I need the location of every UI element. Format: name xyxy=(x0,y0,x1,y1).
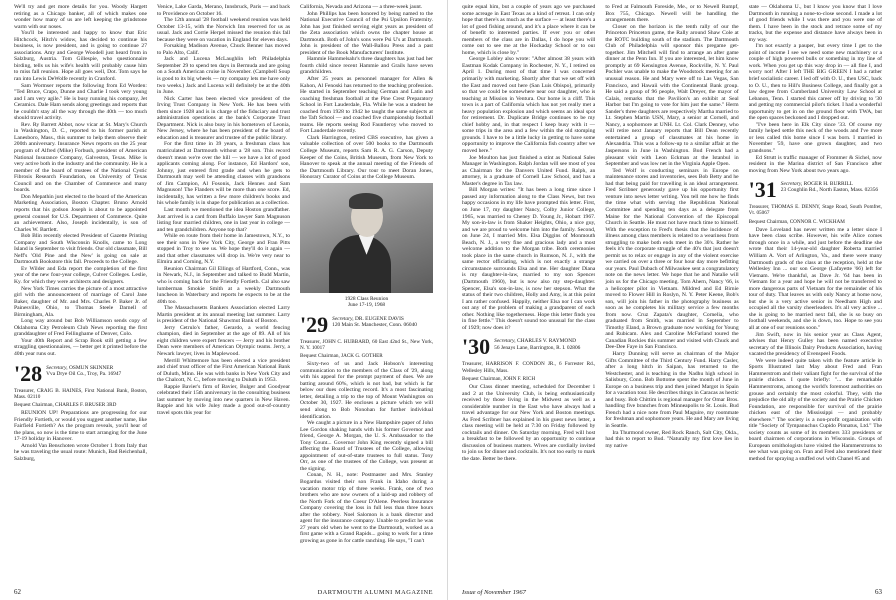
bequest-chairman-line: Bequest Chairman, JOHN F. RICH xyxy=(462,375,536,382)
secretary-name: OSMUN SKINNER xyxy=(69,364,114,371)
secretary-address: 56 Jenays Lane, Barrington, R. I. 02806 xyxy=(494,344,581,351)
paragraph: Arnold Van Benschoten wrote October 1 from Italy that he was traveling the usual route: Munich, Bad Reichenhall, Salzburg, xyxy=(14,442,147,462)
paragraph: Sam Wormser reports the following from Ed Worden: "Ted Bruce, Crapo, Dunne and Charlie I took very young and I am very agile." He is busy running his company, Jet Ceramics. Dale Ham sends along greetings and reports that he couldn't stay all the way through the 40th — too much should travel activity. xyxy=(14,82,147,122)
paragraph: The 12th annual '28 football weekend reunion was held October 13-15, with the Norwich Inn reserved for us as usual. Jack and Corrie Herpel missed the reunion this fall because they were on vacation in England for eleven days. xyxy=(157,17,290,43)
left-footer xyxy=(14,588,433,596)
paragraph: Ed Strutt is traffic manager of Frommer & Sichel, now resident in the Marina district of San Francisco after moving from New York about two years ago. xyxy=(748,154,882,174)
left-column-1 xyxy=(14,4,147,579)
paragraph: You'll be interested and happy to know that Eric Hitchcock, Hitch's widow, has decided to continue his business, is now president, and is going to continue 27 associations. Amy and George Woodell just heard from in Salzburg, Austria. Tom Gillespie, who questionnaire birding, tells us his wife's health will probably cause him to miss fall reunion. Hope all goes well, Dot. Tom says he ran into Lewis DeWolfe recently in Cranford. xyxy=(14,30,147,83)
class-year: '31 xyxy=(748,177,777,203)
secretary-role: Secretary, xyxy=(46,364,68,371)
paragraph: Last month we mentioned the idea Hoston grandfather. Just arrived is a card from Buffalo lawyer Sam Magnuson listing four married children, one in last year in college — and ten grandchildren. Anyone top that? xyxy=(157,206,290,233)
bequest-chairman-line: Bequest Chairman, JACK G. GOTHER xyxy=(300,352,383,359)
left-columns xyxy=(14,4,433,579)
paragraph: Closer on the horizon is the tenth rally of our the Princeton Princeton game, the Rally around Shaw Cole at the ROTC building south of the stadium. The Dartmouth Club of Philadelphia will sponsor this pregame get-together. Jim Mitchell will find to arrange an after game dinner at the Penn Inn. If you are interested, let him know promptly at 69 Kensington Avenue, Rockville, N. Y. Paul Pochler was unable to make the Woodstock meeting for an unusual reason. He and Mary were off to Las Vegas, San Francisco, and Hawaii with the Continental Bank group. He said a group of 96 people, Walt Dreyer, the mayor of Calais, remarks that the Pavilion's an exhibit at Seal Harbor but I'm going to vote for him just the same." Herm Sander's three daughters are respectively Martha married to Lt. Stephen Martin USN, Mary, a senior at Cornell, and Nancy, a sophomore at UNH. Lt. Col. Clark Denney, who will retire next January reports that Bill Dean recently entertained a group of classmates at his home in Alexandria. This was a follow-up to a similar affair at the Jaspersons in June in Washington. Bud French had a pleasant visit with Leon Eckman at the Istanbul in September and was low net in the Virginia Apple Open. xyxy=(605,23,739,168)
class-heading-1931 xyxy=(749,179,882,201)
page-number: 63 xyxy=(875,588,882,596)
class-secretary xyxy=(332,314,417,328)
paragraph: Ted Wolf is conducting seminars in Europe on maintenance stores and inventories, sees Bob Betty and he had that being paid for travelling is an ideal arrangement. Fred Scribner generously gave up his opportunity first venture into news letter writing. You tell me how he finds the time what with serving the Republican National Committee and spending ten days as a delegate from Maine for the National Convention of the Episcopal Church in Seattle. He must not have much time to himself. With the exception to Fred's thesis that the incidence of illness among class members is related to a weariness from struggling to make both ends meet in the 30's. Rather he feels it's the corporate struggle of the 40's that just doesn't permit us to relax or engage in any of the violent exercise we carried on over a three or four hour day more befitting our years. Paul Dubach of Milwaukee sent a congratulatory note on the news letter. We hope that he and Natalie will join us for the Chicago meeting. Tom Ahern, Nancy '66, is a helicopter pilot in Vietnam. Mildred and Ed Birnie moved to Flower Hill in Roslyn, N. Y. Peter Keene, Bob's son, will join his father in the photography business as soon as he completes his military service a few months from now. Cruz Zapata's daughter, Cornelia, who graduated from Smith, was married in September to Timothy Eland, a Brown graduate now working for Young and Rubicam. Alex and Caroline McFarland toured the Canadian Rockies this summer and visited with Chuck and Dee-Dee Faye in San Francisco. xyxy=(605,167,739,351)
paragraph: Our Class dinner meeting, scheduled for December 1 and 2 at the University Club, is being enthusiastically received by those living in the Midwest as well as a considerable number in the East who have always had a travel advantage for our New York and Boston meetings. As Fred Scribner has explained in his guest news letter, a class meeting will be held at 7:30 on Friday followed by cocktails and dinner. On Saturday morning, Fred will host a breakfast to be followed by an opportunity to continue discussion of business matters. Wives are cordially invited to join us for dinner and cocktails. It's not too early to mark the date. Better be there. xyxy=(462,383,596,462)
right-column-2 xyxy=(605,4,738,579)
bequest-chairman-line: Bequest Chairman, CONNOR C. WICKHAM xyxy=(748,218,845,225)
secretary-role: Secretary, xyxy=(494,338,516,345)
class-heading-1928 xyxy=(14,360,147,386)
magazine-title: DARTMOUTH ALUMNI MAGAZINE xyxy=(317,589,433,596)
secretary-name: ROGER H. BURRILL xyxy=(803,181,853,188)
paragraph: George Lobley also wrote: "After almost 38 years with Eastman Kodak Company in Rochester, N. Y., I retired on April 1. During most of that time I was concerned primarily with marketing. Shortly after that we set off with the East and moved out here (San Luis Obispo), primarily so that we could be somewhere near our daughter, who is teaching at Mission in Ventura. Our home is a cliff. This town is a part of California which has not yet really met a heavy population explosion and which seems an ideal spot for retirement. Dr. Duplicate Bridge continues to be my chief hobby and, in that respect I keep busy with it — some trips in the area and a few within the old stomping grounds. I have to be a little lucky in getting to have some opportunity to improve the California fish country after we moved here." xyxy=(462,56,596,155)
paragraph: Hammie Hammelsahr's three daughters has just had her fourth child since recent Hammie and Grails have seven grandchildren. xyxy=(300,56,433,76)
treasurer-line: Treasurer, HARRISON F. CONDON JR., 6 Forrester Rd., Wellesley Hills, Mass. xyxy=(462,361,596,374)
paragraph: to Fred at Falmouth Foreside, Me., or to Newell Rumpf, Box 755, Chicago. Newell will be handling the arrangements there. xyxy=(605,4,739,24)
paragraph: quite equal him, but a couple of years ago we purchased some acreage in East Texas as a kind of retreat. I can only hope that there's as much as the surface — at least there's a lot of good fishing around, and it's a place where it can be of benefit to interested parties. If ever you or other members of the class are in Dallas, I do hope you will come out to see me at the Hockaday School or to our home, which is close by." xyxy=(462,4,596,56)
paragraph: I'm not exactly a pauper, but every time I get to the point of income I see we need some new machinery or a couple of high powered bulls or something in my line of work. When you get up this way drop in — all fine I, and worry not! After I left THE BIG GREEN I had a rather brief socialistic career. I led off with O. U., then USC, back to O. U., then to Hill's Business College, and finally got a law degree from Cumberland University Law School at Lebanon, Tenn. I started this career off by driving to '30 and getting my commercial pilot's ticket. I had a wonderful opportunity to get in on the ground floor with TWA, but the open spaces beckoned and I dropped out. xyxy=(748,43,882,122)
paragraph: Jerry Cetrulo's father, Gerardo, a world fencing champion, died in September at the age of 89. All of his eight children were expert fencers — Jerry and his brother Dean were members of American Olympic teams. Jerry, a Newark lawyer, lives in Maplewood. xyxy=(157,324,290,357)
right-column-1 xyxy=(462,4,595,579)
paragraph: We'll try and get more details for you. Woody Hargett retiring as a Chicago banker, all of which makes one wonder how many of us are left keeping the grindstone warm with our noses. xyxy=(14,4,147,30)
paragraph: Jim Swift, now in his senior year as Class Agent, advises that Henry Gulley has been named executive secretary of the Illinois Dairy Products Association, having vacated the presidency of Evenspeel Foods. xyxy=(748,331,882,358)
paragraph: Reunion Chairman Gil Ellings of Hartford, Conn., was in Newark, N.J., in September and talked to Budd Martin, who is coming back for the Friendly Fortieth. Cal also saw lumberman Smokie Smith at a weekly Dartmouth luncheon in Waterbury and reports he expects to be at the 40th too. xyxy=(157,265,290,305)
paragraph: "I've been here in Elk City since '33. Of course my family helped settle this neck of the woods and I've more or less called this home since I was born. I married in November '59, have one grown daughter, and two grandsons." xyxy=(748,121,882,155)
paragraph: After 25 years as personnel manager for Allen & Kahon, Al Fenoski has returned to the teaching profession. He started in September teaching German and Latin and coaching freshman football at the Pine Crest Preparatory School in Fort Lauderdale, Fla. While he was a student he coached from 1928 to 1942 he taught the same subjects at the Taft School — and coached five championship football teams. He reports seeing Rod Fauntleroy who moved to Fort Lauderdale recently. xyxy=(300,76,433,135)
paragraph: Merrill Whittemore has been elected a vice president and chief trust officer of the First American National Bank of Duluth, Minn. He was with banks in New York City and the Chalcott, N. C., before moving to Duluth in 1953. xyxy=(157,357,290,384)
paragraph: Dave Loveland has never written me a letter since I have been class scribe. However, his wife Alice comes through once in a while, and just before the deadline she wrote that their 14-year-old daughter Roberta married William A. Vort of Arlington, Va., and there were many Dartmouth grads of the class at the reception, held at the Wellesley Inn ... our son George (Lafayette '66) left for Vietnam. We're thankful, as Dave Jr. '64 has been in Vietnam for a year and hope he will not be transferred to more dangerous parts of Vietnam for the remainder of his tour of duty. That leaves us with only Nancy at home now, but she is a very active senior in Needham High and occupied all the varsity cheerleaders. It's all very active ... she is going to be married next fall, she is so busy on football weekends, and she is down, too. Hope to see you all at one of our reunions soon." xyxy=(748,226,882,332)
secretary-name: CHARLES V. RAYMOND xyxy=(517,338,577,345)
paragraph: Bob Blin recently elected President of Gazette Printing Company and South Wisconsin Knolls, came to Long Island in September to visit friends. Our old classmate, Bill Neff's 'Old Pine and the New' is going on sale at Dartmouth Bookstore this fall. Proceeds to the College. xyxy=(14,233,147,266)
secretary-address: 23 Coughlin Rd., North Easton, Mass. 02356 xyxy=(780,187,879,194)
class-heading-1929 xyxy=(300,311,433,337)
bequest-chairman-line: Bequest Chairman, CHARLES F. BRUSER 3RD xyxy=(14,401,117,408)
paragraph: Clark Harrington, retired CBS executive, has given a valuable collection of over 500 books to the Dartmouth College Museum, reports Sam R. A. G. Carson, Deputy Keeper of the Coins, British Museum, from New York to Hanover to speak at the annual meeting of the Friends of the Dartmouth Library. Our tour to meet Doran Jones, Honorary Curator of Coins at the College Museum. xyxy=(300,134,433,181)
paragraph: The Massachusetts Bankers Association elected Larry Martin president at its annual meeting last summer. Larry is president of the National Shawmut Bank of Boston. xyxy=(157,305,290,325)
paragraph: John Phillips has been honored by being named to the National Executive Council of the Psi Upsilon Fraternity. John has just finished serving eight years as president of the Zeta association which owns the chapter house at Dartmouth. Both of John's sons were Psi U's at Dartmouth. John is president of the Wall-Ballou Press and a past president of the Book Manufacturers' Institute. xyxy=(300,10,433,56)
photo-figure-hair xyxy=(349,193,383,209)
secretary-name: DR. EUGENE DAVIS xyxy=(355,315,404,322)
secretary-role: Secretary, xyxy=(332,315,354,322)
left-column-3 xyxy=(300,4,433,579)
secretary-role: Secretary, xyxy=(780,181,803,188)
class-heading-1930 xyxy=(462,336,595,358)
paragraph: Sixty-two of us and Jack Hobson's interesting communication to the members of the Class of '29, along with his appeal for the prompt payment of dues. We are batting around 60%, which is not bad, but which is far below our dues collecting record. It's a most fascinating letter, detailing a trip to the top of Mount Washington on October 30, 1927. He encloses a picture which we will send along to Bob Nonohan for further individual identification. xyxy=(300,361,433,420)
paragraph: New York Times carries the picture of a most attractive girl with the announcement of marriage of Carol Jane Baker, daughter of Mr. and Mrs. Charles P. Baker Jr. of Painesville, Ohio, to Thomas Steele Darnell of Birmingham, Ala. xyxy=(14,285,147,318)
secretary-address: Vva Drye Oil Co., Troy, Pa. 16947 xyxy=(46,370,122,377)
secretary-address: 120 Main St. Manchester, Conn. 06040 xyxy=(332,321,417,328)
paragraph: Joe Moulton has just finished a stint as National Sales Manager in Washington. Ralph Jordan will see most of you as Chairman for the Danvers United Fund. Ralph, an attorney, is a graduate of Cornell Law School, and has a Master's degree in Tax law. xyxy=(462,154,596,187)
left-column-2 xyxy=(157,4,290,579)
right-column-3 xyxy=(749,4,882,579)
treasurer-line: Treasurer, JOHN C. HUBBARD, 60 East 42nd St., New York, N. Y. 10017 xyxy=(300,338,433,351)
right-footer xyxy=(462,588,882,596)
paragraph: Jack and Lucena McLaughlin left Philadelphia September 29 to spend ten days in Bermuda and are going on a South American cruise in November. (Campbell Soup is good to its big wheels — my company lets me have only two weeks.) Jack and Lucena will definitely be at the 40th in June. xyxy=(157,56,290,96)
paragraph: Forsaking Madison Avenue, Chuck Benner has moved to Palo Alto, Calif. xyxy=(157,43,290,56)
paragraph: California, Nevada and Arizona — a three-week jaunt. xyxy=(300,4,423,10)
paragraph: Harry Dunning will serve as chairman of the Major Gifts Committee of the Third Century Fund. Harry Casler, after a long hitch in Saipan, has returned to the Westchester, and is teaching in the Nadhu high school in Salisbury, Conn. Bob Bottome spent the month of June in Europe on a business trip and then joined Margot in Spain for a vacation tour. He describes things in Caracas as hectic and busy. Bob Chittim is regional manager for Omar Bros. handling five branches from Minneapolis to St. Louis. Bud French had a nice note from Paul Maguire, my roommate for freshman and sophomore years. He and Mary are living in Seattle. xyxy=(605,350,739,429)
paragraph: Long way around but Bob Williamson sends copy of Oklahoma City Petroleum Club News reporting the first granddaughter of Fred Fellinghame of Denver, Colo. xyxy=(14,318,147,338)
paragraph: Ira Thurmond owner, Red Rock Ranch, Salt City, Okla., had this to report to Bud. "Naturally my first love lies in my native xyxy=(605,429,739,449)
class-year: '29 xyxy=(300,311,329,337)
paragraph: Don Mepathin just elected to the board of the American Marketing Association, Boston Chapter. Bruno Arnold reports that his godson Joseph is about to be appointed general counsel for U.S. Department of Commerce. Quite an achievement. Also, Joseph incidentally, is son of Charles W. Bartlett. xyxy=(14,193,147,233)
class-year: '28 xyxy=(14,360,43,386)
paragraph: Rappie Bavier's firm of Bavier, Bulger and Goodyear celebrated their 15th anniversary in the consulting business last summer by moving into new quarters in New Haven. Rappie and his wife Juley made a good out-of-country travel spots this year for xyxy=(157,383,290,416)
paragraph: Your 40th Report and Scrap Book still getting a few straggling questionnaires, — better get it printed before the 40th year runs out. xyxy=(14,337,147,357)
paragraph: state — Oklahoma U., but I know you know that I love Dartmouth in running a none-to-close second. I made a lot of good friends while I was there and you were one of them. I have been in the stock and retrace some of my tracks, but the expense and distance have always been in my way. xyxy=(748,4,882,43)
paragraph: Nick Carter has been elected vice president of the Irving Trust Company in New York. He has been with them since 1928 and is in charge of the fiduciary and trust administration operations at the bank's Corporate Trust Department. Nick is also busy in his hometown of Leonia, New Jersey, where he has been president of the board of education and is treasurer and trustee of the public library. xyxy=(157,95,290,141)
caption-line-2: June 17-19, 1968 xyxy=(347,302,386,309)
paragraph: Conan, N. H., note: Postmaster and Mrs. Stanley Bogardus visited their son Frank in Idaho during a vacation motor trip of three weeks. Frank, one of two brothers who are now owners of a laid-up and robbery of the North Fork of the Coeur D'Alene. Peerless Insurance Company covering the loss in full less than three hours after the robbery. Noel Salomon is a bank director and agent for the insurance company. Unable to predict he was 27 years old when he went to the Dartmouth, worked as a first game with a Grand Rapids... going to work for a time growing as gone in for cattle ranching. He says, "I can't xyxy=(300,472,433,544)
class-secretary xyxy=(494,336,580,350)
paragraph: Bill Morgan writes: "It has been a long time since I passed any information along to the Class News, but two happy occasions in my life have prompted this letter. First, on June 17, my daughter Nancy, Colby Junior College, 1965, was married to Cheney D. Young Jr., Hobart 1967. My son-in-law is from Shaker Heights, Ohio, a nice guy, and we are proud to welcome him into the family. Second, on June 24, I married Mrs. Elsa Diggins of Monmouth Beach, N. J., a very fine and gracious lady and a most welcome addition to the Morgan tribe. Both ceremonies took place in the same church in Rumson, N. J., with the same rector officiating, which is not exactly a strange circumstance surrounds Elsa and me. Her daughter Diana is my daughter-in-law, married to my son Spencer (Dartmouth 1960), but is now also my step-daughter. Spencer, Elsa's son-in-law, is now her stepson. What the status of their two children, Holly and Amy, is at this point I am rather confused. Happily, neither Elsa nor I can work out any of the problem of making a grandparent of each other. Nothing like togetherness. Hope this letter finds you in fine fettle." This doesn't sound too unusual for the class of 1929; now does it? xyxy=(462,187,596,331)
class-secretary xyxy=(781,179,878,193)
caption-line-1: 1928 Class Reunion xyxy=(344,295,389,302)
class-year: '30 xyxy=(462,334,491,360)
photo-figure-torso xyxy=(329,235,391,293)
paragraph: We caught a picture in a New Hampshire paper of John Lee Gordon shaking hands with his former Governor and friend, George A. Morgan, the U. S. Ambassador to the Tony Count... Governor John King recently signed a bill affecting the Board of Trustees of the College, allowing appointment of out-of-state trustees to full status. Tony Orr, as one of the trustees of the College, was present at the signing. xyxy=(300,420,433,472)
paragraph: Venice, Lake Garda, Merano, Innsbruck, Paris — and back to Providence on October 16. xyxy=(157,4,290,17)
page-number: 62 xyxy=(14,588,21,596)
treasurer-line: Treasurer, CRAIG B. HAINES, First National Bank, Boston, Mass. 02110 xyxy=(14,387,147,400)
paragraph: REUNION UP! Preparations are progressing for our Friendly Fortieth, or would you suggest another name, like Fairfield Fortieth? As the program reveals, you'll hear of the plans, so now is the time to start arranging for the June 17-19 holiday in Hanover. xyxy=(14,410,147,443)
treasurer-line: Treasurer, THOMAS E. DENNY, Stage Road, South Pomfret, Vt. 05067 xyxy=(748,204,882,217)
paragraph: While en route from their home in Jamestown, N.Y., to see their sons in New York City, George and Fran Pitts stopped in Troy to see us. We hope they'll do it again — and that other classmates will drop in. We're very near to Elmira and Corning, N.Y. xyxy=(157,233,290,266)
paragraph: Rev. Ry Barrett Abbot, now vicar at St. Mary's Church in Washington, D. C., reported to his former parish at Lanesboro, Mass., this summer to help them observe their 200th anniversary. Insurance News reports on the 25 year program of Alfred (Mike) Forbush, president of American National Insurance Company, Galveston, Texas. Mike is very active both in the industry and the community. He is a member of the board of trustees of the National Cystic Fibrosis Research Foundation, on University of Texas Council and on the Chamber of Commerce and many boards. xyxy=(14,121,147,194)
paragraph: Ev Wilder and Eda report the completion of the first year of the new four-year college, Culver Colleges. Leslie, Ky. for which they were architects and designers. xyxy=(14,265,147,285)
right-page xyxy=(448,0,896,600)
photo-caption xyxy=(300,296,433,309)
right-columns xyxy=(462,4,882,579)
paragraph: For the first time in 39 years, a freshman class has matriculated at Dartmouth without a '28 son. This record doesn't mean we're over the hill — we have a lot of good applicants coming along. For instance, Ed Hardors' son, Johnny, just entered first grade and when he gets to Dartmouth may well be attending classes with grandsons of Jim Campion, Al Fosonis, Jack Hennes and Sam Magnuson! The Flanders will be more than one score. Ed, incidentally, has written a few more children's books and his whole family is in shape for publication as a collection. xyxy=(157,141,290,207)
portrait-photo xyxy=(300,183,433,293)
paragraph: We were indeed quite taken with the feature article in Sports Illustrated last May about Fred and Fran Hammerstrom and their valiant fight for the survival of the prairie chicken. I quote briefly: "... the remarkable Hammerstroms, among the world's foremost authorities on grouse and certainly the most colorful. They, with the prejudice the old ally of the society and the Prairie Chicken Foundation, are responsible for survival of the prairie chicken east of the Mississippi — and probably elsewhere." The society is a non-profit organization with title "Society of Tympanuchus Cupido Pinnatus, Ltd." The society counts as some of its members 333 presidents or board chairmen of corporations in Wisconsin. Groups of European ornithologists have visited the Hammerstroms to see what was going on. Fran and Fred also mentioned their method for spraying a stuffed owl with Chanel #5 and xyxy=(748,357,882,462)
issue-label: Issue of November 1967 xyxy=(462,589,526,596)
class-secretary xyxy=(46,363,121,377)
